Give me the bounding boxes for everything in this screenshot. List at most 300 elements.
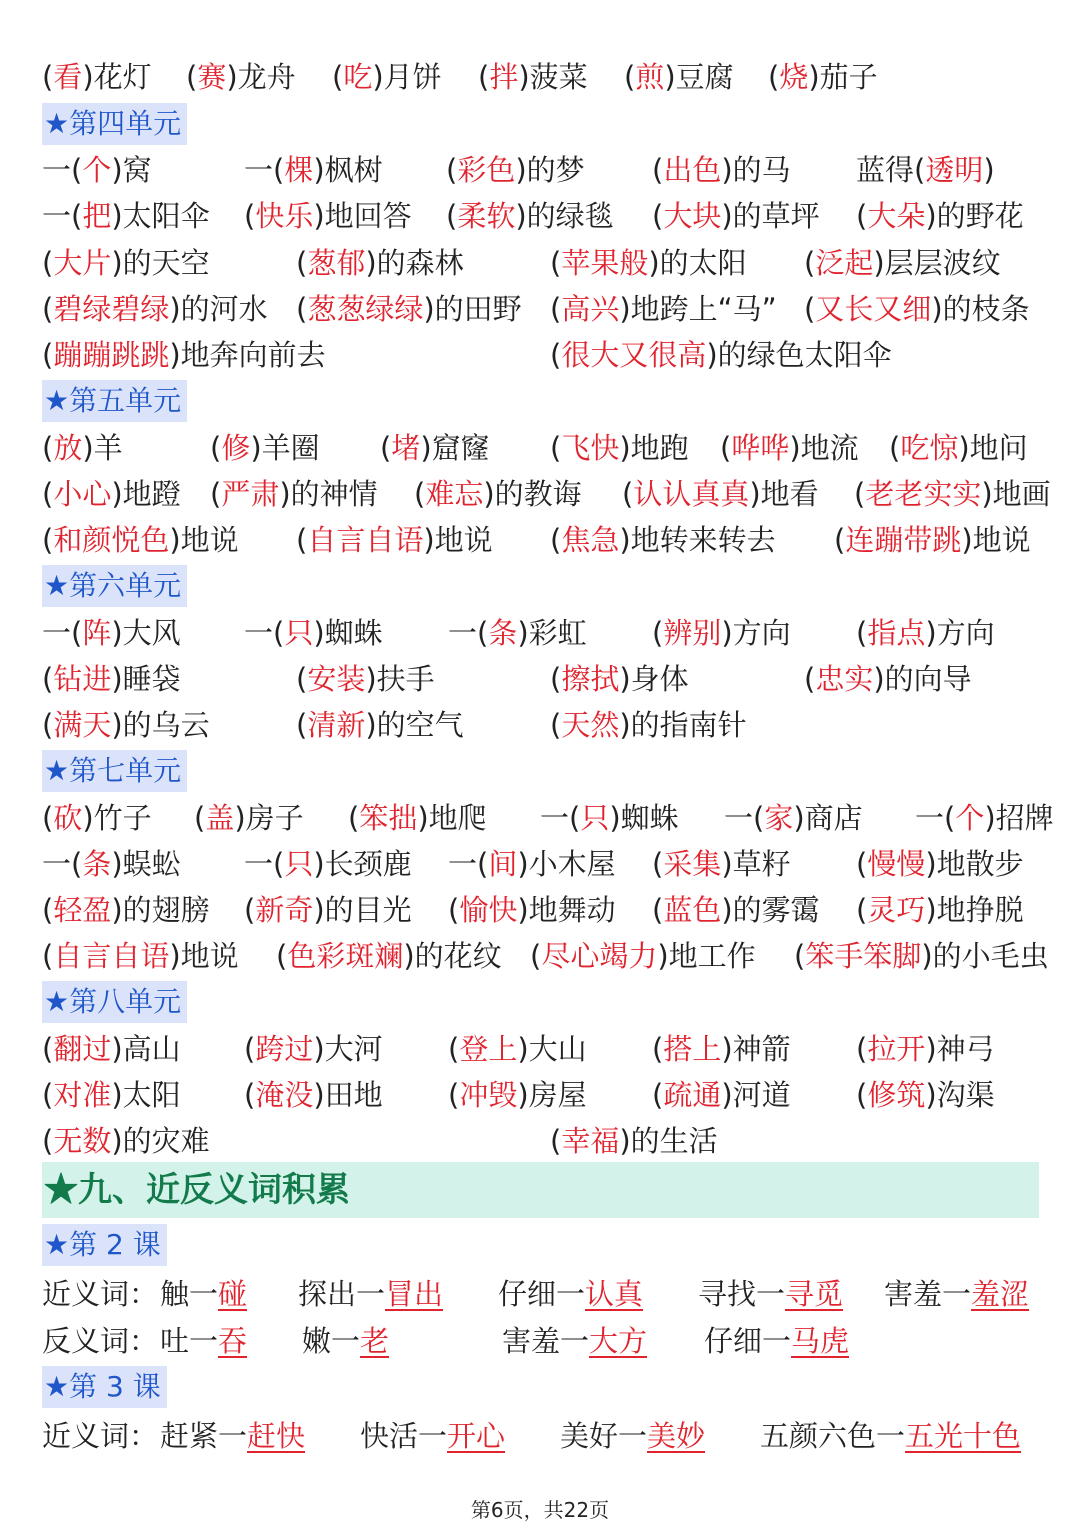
phrase-suffix: )地说 [169,939,239,973]
word-row [0,332,1080,378]
section-header [42,981,187,1023]
phrase-item [42,1072,181,1118]
word-row [0,54,1080,100]
answer-word: 赛 [197,60,227,94]
phrase-suffix: )的教诲 [483,477,582,511]
phrase-item [42,240,210,286]
answer-word: 笨手笨脚 [805,939,922,973]
phrase-item [550,702,747,748]
phrase-prefix: ( [856,893,868,927]
phrase-prefix: ( [296,523,308,557]
star-icon: ★ [44,107,70,140]
answer-word: 砍 [53,801,83,835]
phrase-item [768,54,878,100]
phrase-item [296,240,464,286]
answer-word: 愉快 [459,893,518,927]
base-word: 触一 [160,1277,219,1311]
section-title: 第七单元 [69,754,182,787]
phrase-item [652,841,791,887]
answer-word: 严肃 [221,477,280,511]
phrase-suffix: )龙舟 [226,60,296,94]
answer-word: 天然 [561,708,620,742]
answer-word: 很大又很高 [561,338,707,372]
answer-word: 煎 [635,60,665,94]
word-pair [884,1271,1029,1317]
answer-word: 泛起 [815,246,874,280]
phrase-prefix: ( [448,1078,460,1112]
answer-word: 高兴 [561,292,620,326]
phrase-suffix: )的绿色太阳伞 [706,338,892,372]
phrase-prefix: ( [652,1032,664,1066]
phrase-suffix: )菠菜 [518,60,588,94]
phrase-prefix: ( [550,246,562,280]
answer-word: 笨拙 [359,801,418,835]
word-pair [298,1271,443,1317]
phrase-prefix: ( [42,523,54,557]
phrase-item [550,240,747,286]
phrase-suffix: )地舞动 [517,893,616,927]
phrase-item [550,425,689,471]
answer-word: 和颜悦色 [53,523,170,557]
phrase-item [42,933,239,979]
phrase-prefix: ( [652,153,664,187]
phrase-suffix: )的翅膀 [111,893,210,927]
word-row [0,147,1080,193]
phrase-suffix: )的河水 [169,292,268,326]
answer-word: 连蹦带跳 [845,523,962,557]
phrase-suffix: )的向导 [873,662,972,696]
answer-word: 只 [284,847,314,881]
answer-word: 寻觅 [785,1277,844,1311]
word-row [0,887,1080,933]
phrase-item [42,193,210,239]
phrase-prefix: 一( [42,199,83,233]
phrase-item [624,54,734,100]
answer-word: 淹没 [255,1078,314,1112]
phrase-prefix: ( [652,847,664,881]
phrase-suffix: )地爬 [417,801,487,835]
phrase-prefix: ( [446,199,458,233]
phrase-suffix: )蜘蛛 [313,616,383,650]
phrase-prefix: ( [42,893,54,927]
phrase-prefix: ( [448,893,460,927]
synonym-row [0,1271,1080,1317]
phrase-item [244,610,383,656]
phrase-item [856,841,1024,887]
answer-word: 大朵 [867,199,926,233]
phrase-prefix: ( [42,60,54,94]
phrase-suffix: )的灾难 [111,1124,210,1158]
section-title: 第六单元 [69,569,182,602]
answer-word: 指点 [867,616,926,650]
lesson-header [42,1366,167,1408]
phrase-suffix: )长颈鹿 [313,847,412,881]
answer-word: 堵 [391,431,421,465]
phrase-suffix: )层层波纹 [873,246,1001,280]
phrase-item [296,656,435,702]
answer-word: 辨别 [663,616,722,650]
answer-word: 修筑 [867,1078,926,1112]
answer-word: 认真 [585,1277,644,1311]
phrase-prefix: ( [550,292,562,326]
answer-word: 快乐 [255,199,314,233]
phrase-prefix: 一( [915,801,956,835]
phrase-prefix: 一( [448,847,489,881]
phrase-item [194,795,304,841]
base-word: 探出一 [298,1277,386,1311]
phrase-item [856,1072,995,1118]
phrase-item [834,517,1031,563]
phrase-item [652,193,820,239]
phrase-prefix: ( [42,939,54,973]
phrase-suffix: )月饼 [372,60,442,94]
phrase-prefix: ( [42,431,54,465]
phrase-item [854,471,1051,517]
word-pair [698,1271,843,1317]
phrase-item [446,147,585,193]
phrase-item [414,471,582,517]
phrase-suffix: )地流 [789,431,859,465]
phrase-item [42,795,152,841]
phrase-prefix: ( [550,523,562,557]
phrase-item [380,425,490,471]
answer-word: 苹果般 [561,246,649,280]
banner-title: 九、近反义词积累 [78,1170,350,1210]
answer-word: 烧 [779,60,809,94]
answer-word: 赶快 [247,1419,306,1453]
answer-word: 五光十色 [905,1419,1022,1453]
phrase-suffix: )的田野 [423,292,522,326]
phrase-item [244,1072,383,1118]
word-pair [560,1413,705,1459]
phrase-item [448,841,616,887]
phrase-suffix: )地跑 [619,431,689,465]
answer-word: 吞 [218,1324,248,1358]
phrase-suffix: )的草坪 [721,199,820,233]
answer-word: 冲毁 [459,1078,518,1112]
phrase-item [720,425,859,471]
phrase-suffix: )田地 [313,1078,383,1112]
phrase-suffix: )神箭 [721,1032,791,1066]
answer-word: 美妙 [647,1419,706,1453]
word-row [0,193,1080,239]
phrase-prefix: ( [856,616,868,650]
word-row [0,240,1080,286]
answer-word: 把 [82,199,112,233]
phrase-suffix: )地转来转去 [619,523,776,557]
answer-word: 葱葱绿绿 [307,292,424,326]
phrase-item [856,147,995,193]
answer-word: 碧绿碧绿 [53,292,170,326]
phrase-prefix: 蓝得( [856,153,926,187]
phrase-suffix: )的指南针 [619,708,747,742]
base-word: 快活一 [360,1419,448,1453]
phrase-suffix: )的目光 [313,893,412,927]
phrase-suffix: )的马 [721,153,791,187]
star-icon: ★ [44,1370,70,1403]
phrase-item [530,933,756,979]
phrase-prefix: ( [42,292,54,326]
answer-word: 轻盈 [53,893,112,927]
phrase-prefix: ( [720,431,732,465]
phrase-prefix: 一( [724,801,765,835]
word-row [0,795,1080,841]
base-word: 美好一 [560,1419,648,1453]
phrase-prefix: ( [42,662,54,696]
phrase-item [42,286,268,332]
phrase-item [915,795,1054,841]
phrase-item [42,887,210,933]
word-pair [160,1413,305,1459]
phrase-suffix: )小木屋 [517,847,616,881]
phrase-suffix: )身体 [619,662,689,696]
phrase-prefix: ( [622,477,634,511]
phrase-suffix: )的绿毯 [515,199,614,233]
phrase-prefix: ( [244,199,256,233]
word-row [0,1026,1080,1072]
phrase-suffix: )地散步 [925,847,1024,881]
section-header [42,380,187,422]
answer-word: 蹦蹦跳跳 [53,338,170,372]
phrase-suffix: )蜘蛛 [609,801,679,835]
answer-word: 看 [53,60,83,94]
phrase-suffix: )的神情 [279,477,378,511]
phrase-suffix: )地说 [169,523,239,557]
phrase-suffix: )枫树 [313,153,383,187]
phrase-item [42,471,181,517]
phrase-item [652,887,820,933]
answer-word: 只 [580,801,610,835]
phrase-item [889,425,1028,471]
phrase-prefix: 一( [244,153,285,187]
phrase-prefix: ( [804,662,816,696]
phrase-item [42,54,152,100]
phrase-item [244,841,412,887]
phrase-prefix: ( [768,60,780,94]
phrase-prefix: ( [42,338,54,372]
phrase-prefix: ( [194,801,206,835]
phrase-item [652,1026,791,1072]
phrase-prefix: 一( [244,847,285,881]
phrase-prefix: ( [296,662,308,696]
base-word: 吐一 [160,1324,219,1358]
phrase-suffix: )扶手 [365,662,435,696]
lesson-title: 第 3 课 [69,1370,161,1403]
phrase-prefix: ( [210,431,222,465]
answer-word: 葱郁 [307,246,366,280]
word-row [0,933,1080,979]
phrase-prefix: ( [42,801,54,835]
base-word: 害羞一 [884,1277,972,1311]
phrase-suffix: )地说 [961,523,1031,557]
answer-word: 开心 [447,1419,506,1453]
phrase-suffix: )太阳 [111,1078,181,1112]
phrase-suffix: )地挣脱 [925,893,1024,927]
phrase-item [448,1072,587,1118]
phrase-item [724,795,863,841]
phrase-item [42,841,181,887]
answer-word: 疏通 [663,1078,722,1112]
word-row [0,841,1080,887]
phrase-item [42,332,326,378]
answer-word: 拌 [489,60,519,94]
answer-word: 出色 [663,153,722,187]
phrase-suffix: )地奔向前去 [169,338,326,372]
answer-word: 无数 [53,1124,112,1158]
star-icon: ★ [44,985,70,1018]
phrase-prefix: ( [652,893,664,927]
word-pair [160,1271,247,1317]
phrase-suffix: )地跨上“马” [619,292,777,326]
word-pair [704,1318,849,1364]
answer-word: 翻过 [53,1032,112,1066]
phrase-prefix: ( [244,893,256,927]
word-row [0,1072,1080,1118]
answer-word: 放 [53,431,83,465]
answer-word: 大片 [53,246,112,280]
phrase-suffix: )的太阳 [648,246,747,280]
phrase-suffix: )大山 [517,1032,587,1066]
base-word: 赶紧一 [160,1419,248,1453]
word-row [0,702,1080,748]
answer-word: 棵 [284,153,314,187]
phrase-item [244,193,412,239]
phrase-suffix: )大风 [111,616,181,650]
phrase-prefix: ( [478,60,490,94]
answer-word: 钻进 [53,662,112,696]
answer-word: 自言自语 [307,523,424,557]
phrase-suffix: )蜈蚣 [111,847,181,881]
phrase-item [856,887,1024,933]
phrase-prefix: ( [42,1124,54,1158]
word-pair [498,1271,643,1317]
phrase-item [550,656,689,702]
phrase-suffix: )地回答 [313,199,412,233]
phrase-item [550,286,777,332]
answer-word: 又长又细 [815,292,932,326]
star-icon: ★ [44,384,70,417]
phrase-item [42,610,181,656]
answer-word: 哗哗 [731,431,790,465]
phrase-suffix: )地说 [423,523,493,557]
phrase-suffix: )房子 [234,801,304,835]
phrase-item [652,1072,791,1118]
answer-word: 马虎 [791,1324,850,1358]
answer-word: 家 [764,801,794,835]
phrase-prefix: ( [414,477,426,511]
phrase-item [446,193,614,239]
phrase-suffix: )羊圈 [250,431,320,465]
answer-word: 条 [488,616,518,650]
phrase-prefix: 一( [540,801,581,835]
answer-word: 慢慢 [867,847,926,881]
phrase-item [856,193,1024,239]
phrase-item [244,1026,383,1072]
phrase-prefix: ( [856,1032,868,1066]
answer-word: 采集 [663,847,722,881]
phrase-item [652,610,791,656]
answer-word: 登上 [459,1032,518,1066]
phrase-item [448,610,587,656]
answer-word: 自言自语 [53,939,170,973]
phrase-prefix: 一( [244,616,285,650]
answer-word: 吃 [343,60,373,94]
phrase-item [296,286,522,332]
phrase-suffix: )的乌云 [111,708,210,742]
phrase-item [186,54,296,100]
phrase-suffix: ) [983,153,995,187]
phrase-prefix: ( [550,662,562,696]
word-pair [760,1413,1021,1459]
phrase-item [296,702,464,748]
answer-word: 跨过 [255,1032,314,1066]
phrase-suffix: )茄子 [808,60,878,94]
phrase-item [348,795,487,841]
phrase-suffix: )的生活 [619,1124,718,1158]
phrase-item [244,147,383,193]
answer-word: 吃惊 [900,431,959,465]
answer-word: 老 [360,1324,390,1358]
phrase-suffix: )豆腐 [664,60,734,94]
phrase-suffix: )招牌 [984,801,1054,835]
phrase-suffix: )的空气 [365,708,464,742]
answer-word: 阵 [82,616,112,650]
phrase-item [804,656,972,702]
section-title: 第八单元 [69,985,182,1018]
answer-word: 尽心竭力 [541,939,658,973]
lesson-header [42,1224,167,1266]
answer-word: 只 [284,616,314,650]
section-banner [42,1162,1039,1218]
phrase-prefix: ( [652,1078,664,1112]
answer-word: 间 [488,847,518,881]
answer-word: 大块 [663,199,722,233]
phrase-prefix: ( [42,477,54,511]
phrase-item [550,517,776,563]
phrase-prefix: ( [244,1032,256,1066]
answer-word: 难忘 [425,477,484,511]
word-row [0,286,1080,332]
answer-word: 色彩斑斓 [287,939,404,973]
phrase-suffix: )的梦 [515,153,585,187]
section-header [42,565,187,607]
phrase-prefix: ( [550,431,562,465]
phrase-item [42,425,123,471]
phrase-suffix: )高山 [111,1032,181,1066]
phrase-item [448,887,616,933]
answer-word: 彩色 [457,153,516,187]
phrase-suffix: )的枝条 [931,292,1030,326]
phrase-suffix: )的小毛虫 [921,939,1049,973]
base-word: 害羞一 [502,1324,590,1358]
phrase-prefix: ( [296,292,308,326]
phrase-prefix: ( [652,199,664,233]
word-row [0,610,1080,656]
answer-word: 冒出 [385,1277,444,1311]
answer-word: 安装 [307,662,366,696]
answer-word: 灵巧 [867,893,926,927]
word-pair [302,1318,389,1364]
phrase-prefix: ( [856,847,868,881]
phrase-item [42,702,210,748]
answer-word: 碰 [218,1277,248,1311]
phrase-prefix: ( [42,1032,54,1066]
phrase-suffix: )太阳伞 [111,199,210,233]
phrase-prefix: ( [276,939,288,973]
phrase-prefix: ( [446,153,458,187]
word-row [0,517,1080,563]
phrase-prefix: ( [550,708,562,742]
